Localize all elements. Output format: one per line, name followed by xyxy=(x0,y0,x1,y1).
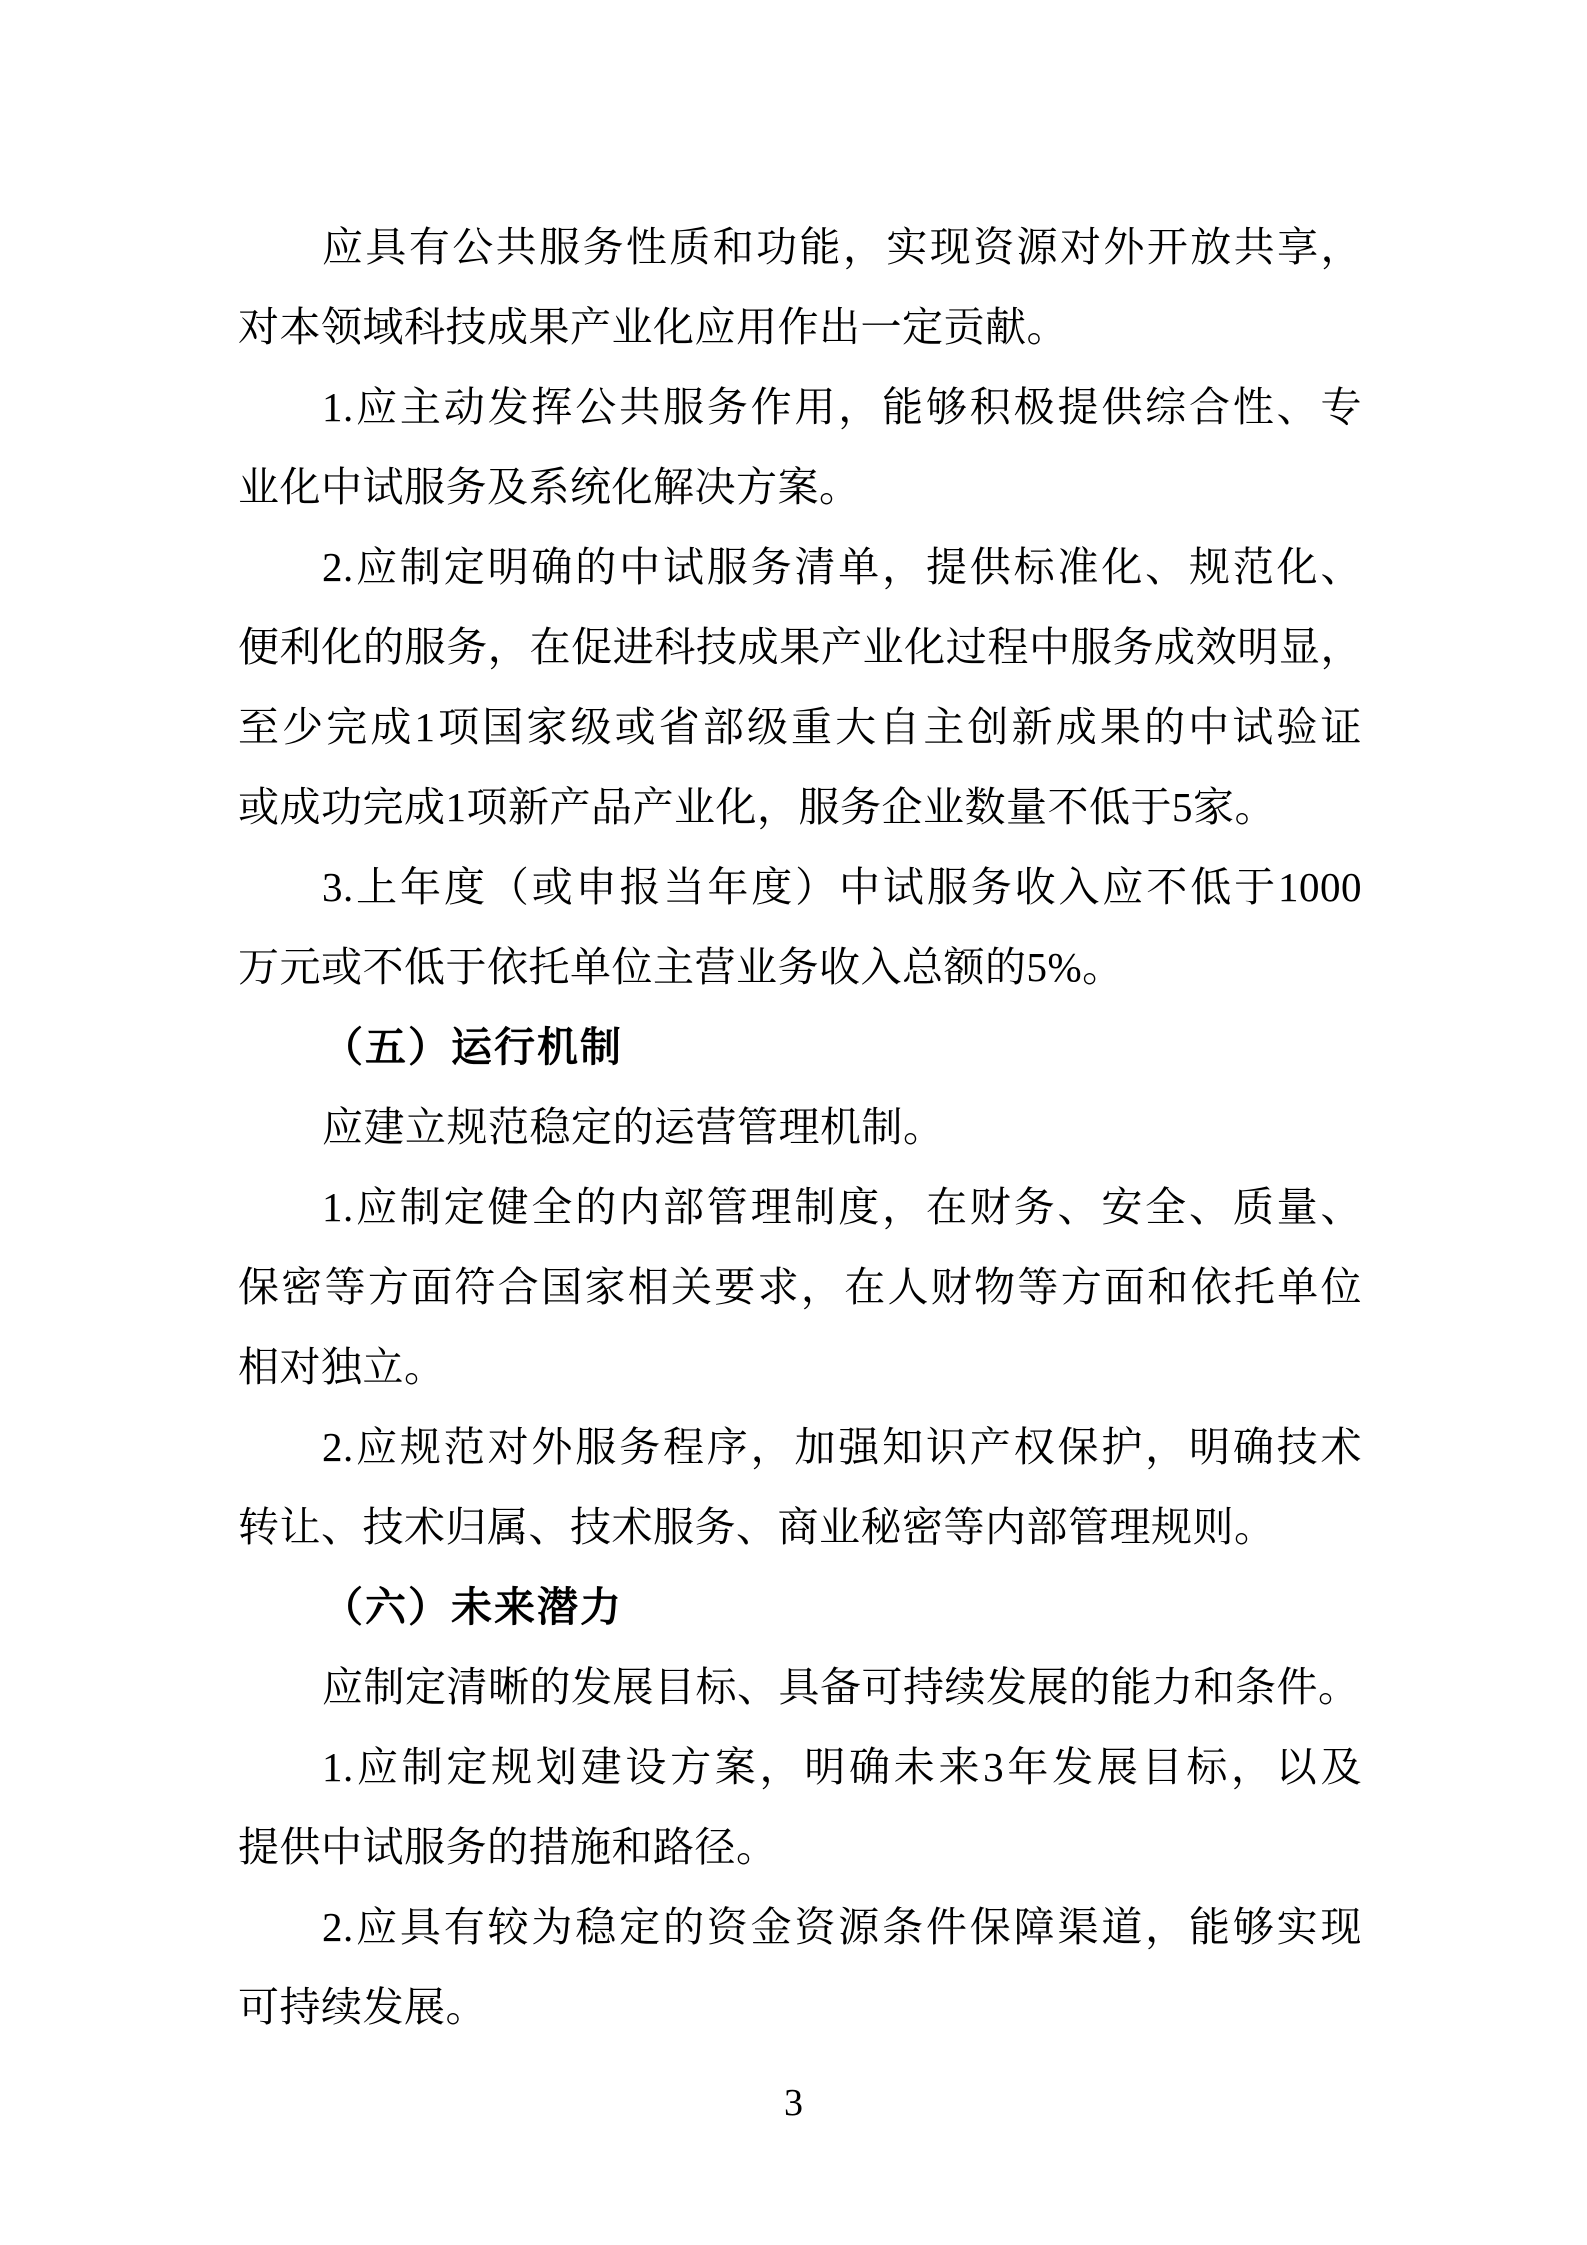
text-line: 对本领域科技成果产业化应用作出一定贡献。 xyxy=(238,304,1068,350)
text-line: 提供中试服务的措施和路径。 xyxy=(238,1824,778,1870)
text-line: 业化中试服务及系统化解决方案。 xyxy=(238,464,861,510)
text-line: 保密等方面符合国家相关要求，在人财物等方面和依托单位 xyxy=(238,1264,1362,1310)
text-line: 1.应主动发挥公共服务作用，能够积极提供综合性、专 xyxy=(322,384,1362,430)
text-line: 转让、技术归属、技术服务、商业秘密等内部管理规则。 xyxy=(238,1504,1276,1550)
text-line: 1.应制定健全的内部管理制度，在财务、安全、质量、 xyxy=(322,1184,1362,1230)
text-line: 3.上年度（或申报当年度）中试服务收入应不低于1000 xyxy=(322,864,1362,910)
section-heading: （六）未来潜力 xyxy=(322,1584,623,1630)
text-line: 万元或不低于依托单位主营业务收入总额的5%。 xyxy=(238,944,1124,990)
text-line: 2.应制定明确的中试服务清单，提供标准化、规范化、 xyxy=(322,544,1362,590)
document-text-block xyxy=(238,207,1362,2047)
text-line: 应制定清晰的发展目标、具备可持续发展的能力和条件。 xyxy=(322,1664,1360,1710)
text-line: 1.应制定规划建设方案，明确未来3年发展目标，以及 xyxy=(322,1744,1362,1790)
text-line: 可持续发展。 xyxy=(238,1984,487,2030)
section-heading: （五）运行机制 xyxy=(322,1024,623,1070)
text-line: 便利化的服务，在促进科技成果产业化过程中服务成效明显， xyxy=(238,624,1362,670)
text-line: 应具有公共服务性质和功能，实现资源对外开放共享， xyxy=(322,224,1362,270)
page-number: 3 xyxy=(784,2082,803,2124)
text-line: 至少完成1项国家级或省部级重大自主创新成果的中试验证 xyxy=(238,704,1362,750)
text-line: 或成功完成1项新产品产业化，服务企业数量不低于5家。 xyxy=(238,784,1276,830)
text-line: 2.应具有较为稳定的资金资源条件保障渠道，能够实现 xyxy=(322,1904,1362,1950)
text-line: 应建立规范稳定的运营管理机制。 xyxy=(322,1104,945,1150)
text-line: 相对独立。 xyxy=(238,1344,446,1390)
text-line: 2.应规范对外服务程序，加强知识产权保护，明确技术 xyxy=(322,1424,1362,1470)
